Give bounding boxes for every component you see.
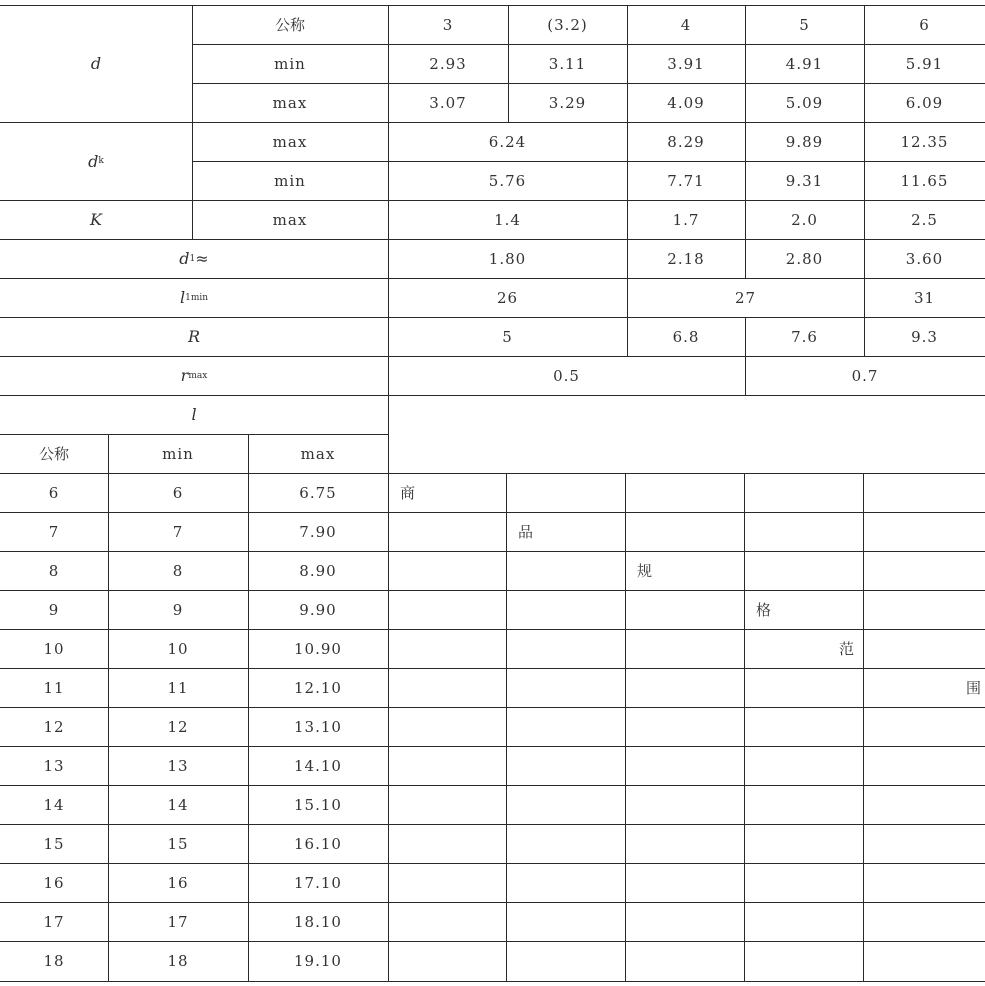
nominal-label: 公称 (274, 16, 305, 34)
l-max-cell: 8.90 (299, 561, 337, 580)
dk-min-value: 7.71 (667, 171, 705, 190)
l-nominal-cell: 10 (43, 639, 65, 658)
dk-max-value: 9.89 (785, 132, 824, 151)
l-max-cell: 12.10 (294, 678, 342, 697)
l-max-cell: 19.10 (294, 951, 342, 970)
l-min-cell: 6 (172, 483, 184, 502)
rmax-symbol: r max (180, 366, 208, 385)
l-max-cell: 6.75 (299, 483, 337, 502)
dk-symbol: d k (88, 151, 104, 171)
d-min-value: 3.91 (667, 54, 705, 73)
size-header: 5 (799, 15, 810, 34)
dk-min-value: 5.76 (488, 171, 527, 190)
dk-max-value: 12.35 (900, 132, 949, 151)
range-char: 商 (400, 484, 416, 502)
l-max-cell: 13.10 (294, 717, 342, 736)
d-min-label: min (274, 54, 306, 73)
l1min-value: 27 (734, 288, 757, 307)
l-nominal-cell: 12 (43, 717, 65, 736)
d-max-value: 3.07 (429, 93, 467, 112)
l-nominal-cell: 14 (43, 795, 65, 814)
k-symbol: K (90, 210, 102, 229)
d-max-value: 5.09 (785, 93, 824, 112)
l-nominal-label: 公称 (38, 445, 69, 463)
size-header: 4 (680, 15, 692, 34)
d1-value: 1.80 (488, 249, 527, 268)
l-max-cell: 10.90 (294, 639, 342, 658)
l-min-cell: 9 (172, 600, 184, 619)
d-min-value: 2.93 (429, 54, 467, 73)
range-char: 品 (518, 523, 534, 541)
l-nominal-cell: 13 (43, 756, 65, 775)
rule (744, 473, 745, 981)
r-value: 6.8 (672, 327, 700, 346)
d-max-label: max (272, 93, 308, 112)
dk-min-value: 11.65 (900, 171, 949, 190)
rmax-value: 0.5 (553, 366, 580, 385)
d-max-value: 3.29 (548, 93, 587, 112)
d1-symbol: d 1 ≈ (179, 249, 209, 268)
size-header: 6 (919, 15, 930, 34)
dk-max-value: 8.29 (667, 132, 705, 151)
size-header: 3 (442, 15, 454, 34)
r-symbol: R (187, 327, 201, 346)
k-value: 2.5 (911, 210, 938, 229)
l-max-cell: 18.10 (294, 912, 342, 931)
l-nominal-cell: 9 (48, 600, 60, 619)
l-nominal-cell: 11 (43, 678, 65, 697)
l-min-cell: 10 (167, 639, 189, 658)
l-nominal-cell: 15 (43, 834, 65, 853)
dk-max-value: 6.24 (488, 132, 527, 151)
k-max-label: max (272, 210, 308, 229)
size-header: (3.2) (547, 15, 588, 34)
l-max-cell: 15.10 (294, 795, 342, 814)
l-nominal-cell: 6 (48, 483, 60, 502)
l-min-cell: 14 (167, 795, 189, 814)
d1-value: 2.18 (667, 249, 705, 268)
r-value: 5 (502, 327, 513, 346)
d-max-value: 6.09 (905, 93, 944, 112)
d1-value: 2.80 (785, 249, 824, 268)
l-min-cell: 7 (172, 522, 184, 541)
l-max-cell: 9.90 (299, 600, 337, 619)
rmax-value: 0.7 (851, 366, 879, 385)
l1min-value: 31 (913, 288, 936, 307)
rule (625, 473, 626, 981)
l-min-cell: 13 (167, 756, 189, 775)
d-symbol: d (90, 54, 102, 73)
range-char: 围 (965, 679, 981, 697)
l-max-label: max (300, 444, 336, 463)
l1min-value: 26 (496, 288, 519, 307)
l-min-label: min (162, 444, 194, 463)
l-nominal-cell: 8 (48, 561, 60, 580)
l1min-symbol: l 1min (179, 288, 209, 307)
d-min-value: 3.11 (548, 54, 587, 73)
l-nominal-cell: 18 (43, 951, 65, 970)
r-value: 7.6 (791, 327, 818, 346)
l-min-cell: 18 (167, 951, 189, 970)
l-min-cell: 15 (167, 834, 189, 853)
dk-max-label: max (272, 132, 308, 151)
l-nominal-cell: 7 (48, 522, 60, 541)
l-max-cell: 14.10 (294, 756, 342, 775)
dk-min-label: min (274, 171, 306, 190)
k-value: 2.0 (791, 210, 818, 229)
l-nominal-cell: 16 (43, 873, 65, 892)
dk-min-value: 9.31 (785, 171, 824, 190)
d-min-value: 4.91 (785, 54, 824, 73)
rule (863, 473, 864, 981)
l-min-cell: 12 (167, 717, 189, 736)
r-value: 9.3 (911, 327, 938, 346)
rule (0, 981, 985, 982)
k-value: 1.7 (672, 210, 700, 229)
range-char: 范 (838, 640, 854, 658)
l-min-cell: 17 (167, 912, 189, 931)
d-min-value: 5.91 (905, 54, 944, 73)
l-min-cell: 11 (167, 678, 189, 697)
l-min-cell: 8 (172, 561, 184, 580)
l-max-cell: 16.10 (294, 834, 342, 853)
l-nominal-cell: 17 (43, 912, 65, 931)
d-max-value: 4.09 (667, 93, 705, 112)
range-char: 规 (637, 562, 653, 580)
d1-value: 3.60 (905, 249, 944, 268)
l-symbol: l (191, 405, 197, 424)
l-max-cell: 17.10 (294, 873, 342, 892)
l-min-cell: 16 (167, 873, 189, 892)
l-max-cell: 7.90 (299, 522, 337, 541)
range-char: 格 (756, 601, 772, 619)
k-value: 1.4 (494, 210, 521, 229)
